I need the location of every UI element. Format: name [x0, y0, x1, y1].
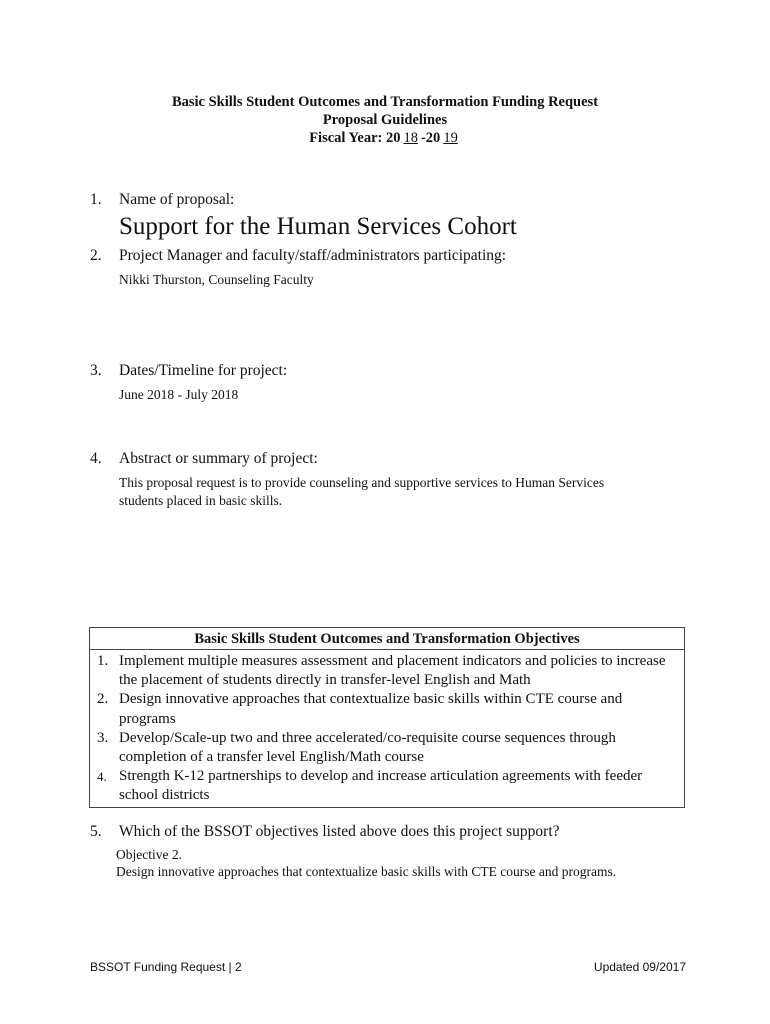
supported-objective-field[interactable] — [116, 846, 616, 880]
footer-page-label: BSSOT Funding Request | 2 — [90, 960, 242, 974]
timeline-field[interactable]: June 2018 - July 2018 — [119, 387, 239, 402]
question-2 — [90, 247, 506, 265]
footer-updated-date: Updated 09/2017 — [593, 960, 686, 974]
abstract-field[interactable] — [119, 474, 604, 510]
document-header — [0, 93, 770, 147]
page-footer — [90, 960, 686, 980]
question-1-label: Name of proposal: — [119, 191, 235, 208]
proposal-name-field[interactable]: Support for the Human Services Cohort — [119, 213, 517, 240]
objective-number: 3. — [97, 729, 109, 746]
question-3-number: 3. — [90, 362, 102, 379]
objective-item — [90, 729, 684, 767]
objective-item — [90, 767, 684, 805]
fiscal-year-separator: -20 — [420, 130, 441, 146]
question-5 — [90, 823, 560, 841]
abstract-line-2: students placed in basic skills. — [119, 493, 283, 508]
question-2-number: 2. — [90, 247, 102, 264]
objective-item — [90, 690, 684, 728]
objectives-list — [90, 650, 684, 806]
header-subtitle: Proposal Guidelines — [322, 112, 448, 128]
question-1-number: 1. — [90, 191, 102, 208]
objective-text: Develop/Scale-up two and three accelerated/co-requisite course sequences through completion of a transfer level English/Math course — [119, 729, 616, 766]
objective-number: 1. — [97, 653, 109, 669]
project-manager-field[interactable]: Nikki Thurston, Counseling Faculty — [119, 272, 314, 287]
fiscal-year-start-field[interactable]: 18 — [403, 130, 418, 146]
objective-item — [90, 652, 684, 690]
supported-objective-line-2: Design innovative approaches that contextualize basic skills with CTE course and programs. — [116, 864, 617, 879]
question-4-label: Abstract or summary of project: — [119, 450, 318, 467]
abstract-line-1: This proposal request is to provide counseling and supportive services to Human Services — [119, 475, 605, 490]
fiscal-year-prefix: Fiscal Year: 20 — [309, 130, 401, 146]
objective-text: Design innovative approaches that contextualize basic skills within CTE course and programs — [119, 691, 623, 727]
objective-number: 4. — [97, 769, 107, 785]
fiscal-year-end-field[interactable]: 19 — [443, 130, 458, 146]
question-4 — [90, 450, 318, 468]
question-5-number: 5. — [90, 823, 102, 840]
fiscal-year — [0, 129, 770, 147]
objectives-title: Basic Skills Student Outcomes and Transformation Objectives — [90, 628, 684, 650]
header-title: Basic Skills Student Outcomes and Transformation Funding Request — [171, 94, 599, 110]
supported-objective-line-1: Objective 2. — [116, 847, 182, 862]
objectives-table — [89, 627, 685, 808]
question-3-label: Dates/Timeline for project: — [119, 362, 288, 379]
objective-text: Implement multiple measures assessment and placement indicators and policies to increase the placement of students directly in transfer-level English and Math — [119, 653, 666, 689]
question-4-number: 4. — [90, 450, 102, 467]
question-2-label: Project Manager and faculty/staff/administrators participating: — [119, 247, 507, 264]
question-3 — [90, 362, 287, 380]
objective-text: Strength K-12 partnerships to develop and increase articulation agreements with feeder school districts — [119, 768, 643, 804]
question-5-label: Which of the BSSOT objectives listed above does this project support? — [119, 823, 560, 840]
objective-number: 2. — [97, 691, 109, 708]
question-1 — [90, 191, 234, 209]
